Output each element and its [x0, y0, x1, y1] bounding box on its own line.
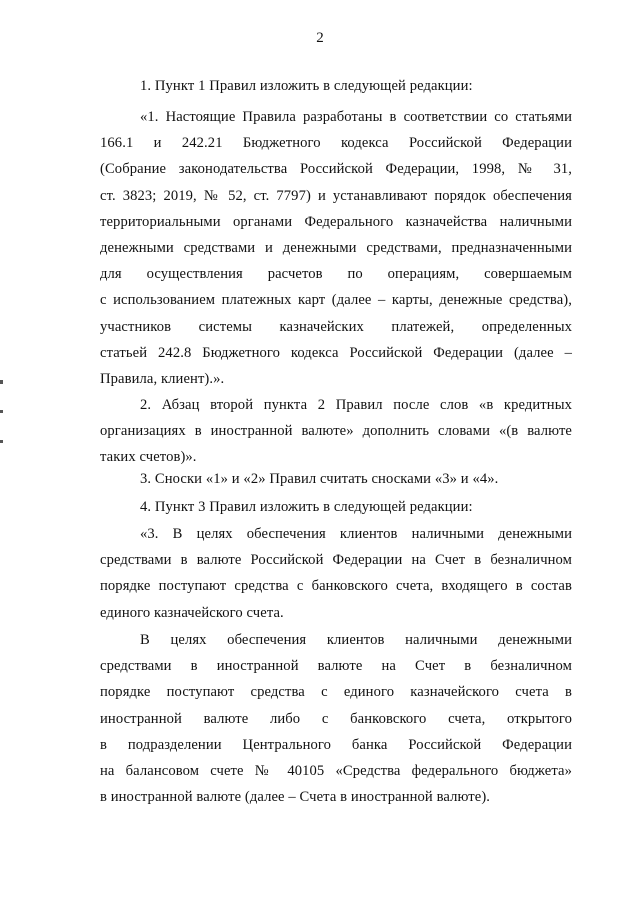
page-number: 2 — [316, 30, 324, 46]
text-line: «1. Настоящие Правила разработаны в соответствии со статьями — [140, 109, 572, 125]
text-line: единого казначейского счета. — [100, 604, 284, 621]
text-line: средствами в иностранной валюте на Счет в безналичном — [100, 658, 572, 675]
text-line: порядке поступают средства с банковского счета, входящего в состав — [100, 578, 572, 595]
text-line: (Собрание законодательства Российской Федерации, 1998, № 31, — [100, 161, 572, 178]
text-line: Правила, клиент).». — [100, 370, 225, 387]
text-line: в иностранной валюте (далее – Счета в иностранной валюте). — [100, 789, 491, 806]
text-line: 3. Сноски «1» и «2» Правил считать сносками «3» и «4». — [140, 471, 499, 487]
paragraph — [100, 104, 572, 392]
scan-edge-mark — [0, 380, 3, 384]
text-line: территориальными органами Федерального казначейства наличными — [100, 213, 572, 230]
text-line: для осуществления расчетов по операциям, совершаемым — [100, 266, 572, 283]
text-line: денежными средствами и денежными средствами, предназначенными — [100, 239, 572, 256]
text-line: на балансовом счете № 40105 «Средства федерального бюджета» — [100, 762, 572, 779]
text-line: иностранной валюте либо с банковского счета, открытого — [100, 710, 572, 727]
paragraph — [100, 466, 572, 492]
paragraph — [100, 73, 572, 99]
text-line: 2. Абзац второй пункта 2 Правил после слов «в кредитных — [140, 397, 572, 413]
text-line: с использованием платежных карт (далее – карты, денежные средства), — [100, 292, 572, 309]
paragraph — [100, 627, 572, 810]
text-line: участников системы казначейских платежей, определенных — [100, 318, 572, 335]
scan-edge-mark — [0, 410, 3, 413]
text-line: «3. В целях обеспечения клиентов наличными денежными — [140, 526, 572, 542]
text-line: таких счетов)». — [100, 449, 197, 466]
text-line: В целях обеспечения клиентов наличными денежными — [140, 632, 572, 648]
text-line: ст. 3823; 2019, № 52, ст. 7797) и устанавливают порядок обеспечения — [100, 187, 572, 204]
paragraph — [100, 494, 572, 520]
text-line: 1. Пункт 1 Правил изложить в следующей редакции: — [140, 78, 473, 94]
text-line: в подразделении Центрального банка Российской Федерации — [100, 736, 572, 753]
scan-edge-mark — [0, 440, 3, 443]
text-line: организациях в иностранной валюте» дополнить словами «(в валюте — [100, 423, 572, 440]
text-line: статьей 242.8 Бюджетного кодекса Российской Федерации (далее – — [100, 344, 572, 361]
text-line: 4. Пункт 3 Правил изложить в следующей редакции: — [140, 499, 473, 515]
paragraph — [100, 521, 572, 626]
paragraph — [100, 392, 572, 471]
text-line: средствами в валюте Российской Федерации на Счет в безналичном — [100, 552, 572, 569]
text-line: порядке поступают средства с единого казначейского счета в — [100, 684, 572, 701]
text-line: 166.1 и 242.21 Бюджетного кодекса Российской Федерации — [100, 135, 572, 152]
